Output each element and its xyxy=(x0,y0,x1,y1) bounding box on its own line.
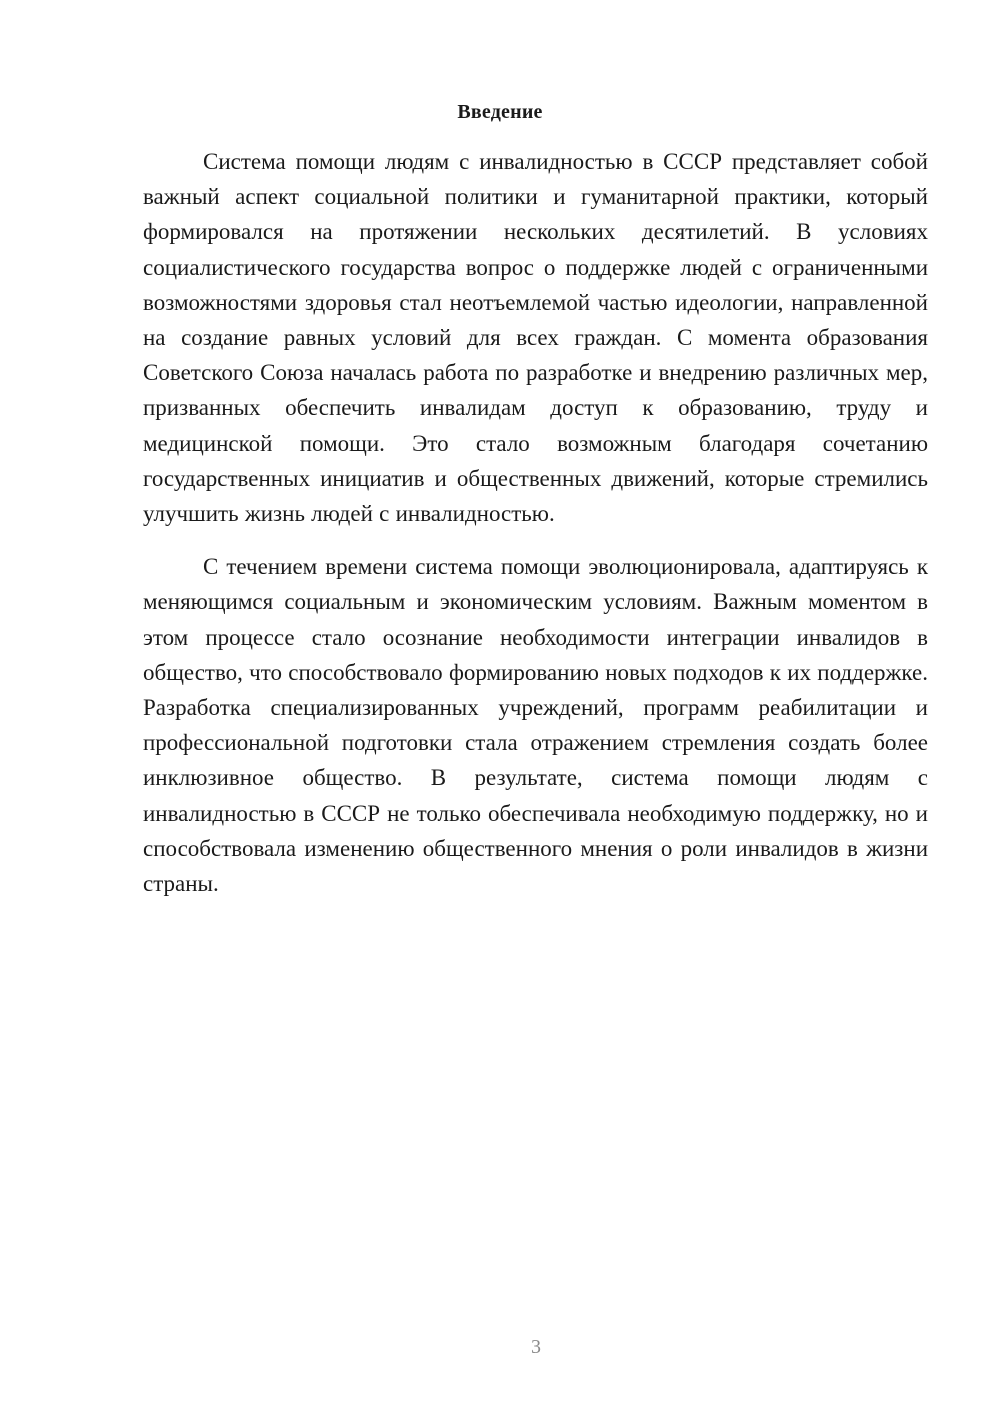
section-title: Введение xyxy=(457,101,543,123)
body-text xyxy=(143,144,928,901)
page-number: 3 xyxy=(531,1336,541,1358)
paragraph-2: С течением времени система помощи эволюционировала, адаптируясь к меняющимся социальным и экономическим условиям. Важным моментом в этом процессе стало осознание необходимости интеграции инвалидов в общество, что способствовало формированию новых подходов к их поддержке. Разработка специализированных учреждений, программ реабилитации и профессиональной подготовки стала отражением стремления создать более инклюзивное общество. В результате, система помощи людям с инвалидностью в СССР не только обеспечивала необходимую поддержку, но и способствовала изменению общественного мнения о роли инвалидов в жизни страны. xyxy=(143,554,928,897)
paragraph-1: Система помощи людям с инвалидностью в СССР представляет собой важный аспект социальной политики и гуманитарной практики, который формировался на протяжении нескольких десятилетий. В условиях социалистического государства вопрос о поддержке людей с ограниченными возможностями здоровья стал неотъемлемой частью идеологии, направленной на создание равных условий для всех граждан. С момента образования Советского Союза началась работа по разработке и внедрению различных мер, призванных обеспечить инвалидам доступ к образованию, труду и медицинской помощи. Это стало возможным благодаря сочетанию государственных инициатив и общественных движений, которые стремились улучшить жизнь людей с инвалидностью. xyxy=(143,149,928,527)
